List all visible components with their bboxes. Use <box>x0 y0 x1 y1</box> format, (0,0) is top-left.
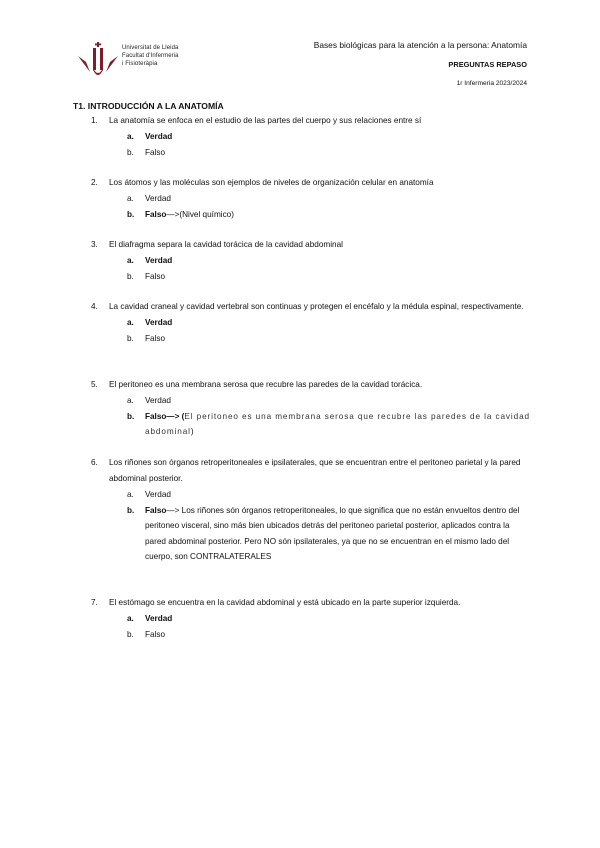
question-text: El estómago se encuentra en la cavidad abdominal y está ubicado en la parte superior izquierda. <box>109 598 461 607</box>
question-number: 6. <box>91 458 98 467</box>
option-letter: b. <box>127 333 134 343</box>
question-number: 5. <box>91 380 98 389</box>
option-b <box>127 409 531 440</box>
header-course: 1r Infermeria 2023/2024 <box>456 80 527 87</box>
question-2 <box>91 175 531 222</box>
option-letter: b. <box>127 629 134 639</box>
question-number: 7. <box>91 598 98 607</box>
option-explanation: —> Los riñones són órganos retroperitoneales, lo que significa que no están envueltos dentro del peritoneo visceral, sino más bien ubicados detrás del peritoneo parietal posterior, aplicados contra la pared abdominal posterior. Pero NO són ipsilaterales, ya que no se encuentran en el mismo lado del cuerpo, son CONTRALATERALES <box>145 505 520 561</box>
option-a <box>127 611 531 627</box>
question-number: 1. <box>91 116 98 125</box>
option-letter: b. <box>127 411 135 421</box>
question-4 <box>91 299 531 346</box>
question-7 <box>91 595 531 642</box>
question-text: Los riñones son órganos retroperitoneales e ipsilaterales, que se encuentran entre el peritoneo parietal y la pared abdominal posterior. <box>109 458 521 483</box>
logo-line-3: i Fisioteràpia <box>122 61 158 67</box>
header-doc-type: PREGUNTAS REPASO <box>448 60 527 69</box>
header-subject: Bases biológicas para la atención a la persona: Anatomía <box>313 40 527 50</box>
option-text: Falso <box>145 411 167 421</box>
option-a <box>127 253 531 269</box>
option-text: Falso <box>145 333 166 343</box>
option-explanation: —>(Nivel químico) <box>166 209 234 219</box>
option-explanation-suffix: ) <box>190 427 194 436</box>
question-5 <box>91 377 531 440</box>
question-number: 4. <box>91 302 98 311</box>
question-text: El diafragma separa la cavidad torácica de la cavidad abdominal <box>109 240 343 249</box>
option-a <box>127 191 531 207</box>
option-a <box>127 315 531 331</box>
option-text: Falso <box>145 209 167 219</box>
university-logo <box>76 42 196 78</box>
option-explanation: El peritoneo es una membrana serosa que recubre las paredes de la cavidad abdominal <box>145 411 530 436</box>
question-text: La cavidad craneal y cavidad vertebral son continuas y protegen el encéfalo y la médula espinal, respectivamente. <box>109 302 524 311</box>
question-3 <box>91 237 531 284</box>
logo-text <box>122 44 179 68</box>
option-b <box>127 331 531 347</box>
question-6 <box>91 455 531 565</box>
option-explanation-prefix: —> ( <box>166 411 185 421</box>
option-text: Verdad <box>145 132 173 141</box>
question-number: 3. <box>91 240 98 249</box>
option-letter: a. <box>127 256 134 265</box>
option-text: Falso <box>145 271 166 281</box>
option-letter: a. <box>127 132 134 141</box>
option-b <box>127 269 531 285</box>
option-letter: b. <box>127 271 134 281</box>
question-1 <box>91 113 531 160</box>
option-text: Falso <box>145 629 166 639</box>
option-text: Falso <box>145 505 167 515</box>
question-text: La anatomía se enfoca en el estudio de las partes del cuerpo y sus relaciones entre sí <box>109 116 422 125</box>
option-text: Falso <box>145 147 166 157</box>
option-text: Verdad <box>145 614 173 623</box>
option-letter: a. <box>127 194 134 203</box>
option-letter: a. <box>127 614 134 623</box>
question-text: Los átomos y las moléculas son ejemplos de niveles de organización celular en anatomía <box>109 178 434 187</box>
option-text: Verdad <box>145 318 173 327</box>
option-a <box>127 393 531 409</box>
logo-line-2: Facultat d'Infermeria <box>122 53 179 59</box>
option-text: Verdad <box>145 194 171 203</box>
option-letter: a. <box>127 318 134 327</box>
option-text: Verdad <box>145 256 173 265</box>
option-b <box>127 627 531 643</box>
option-a <box>127 129 531 145</box>
option-b <box>127 503 531 565</box>
question-text: El peritoneo es una membrana serosa que recubre las paredes de la cavidad torácica. <box>109 380 423 389</box>
question-number: 2. <box>91 178 98 187</box>
option-text: Verdad <box>145 396 171 405</box>
option-b <box>127 207 531 223</box>
option-letter: b. <box>127 209 135 219</box>
option-text: Verdad <box>145 490 171 499</box>
option-letter: b. <box>127 505 135 515</box>
option-a <box>127 487 531 503</box>
logo-line-1: Universitat de Lleida <box>122 45 179 51</box>
option-letter: a. <box>127 396 134 405</box>
section-title: T1. INTRODUCCIÓN A LA ANATOMÍA <box>73 101 224 111</box>
university-emblem-icon <box>76 42 120 78</box>
option-letter: b. <box>127 147 134 157</box>
option-letter: a. <box>127 490 134 499</box>
option-b <box>127 145 531 161</box>
